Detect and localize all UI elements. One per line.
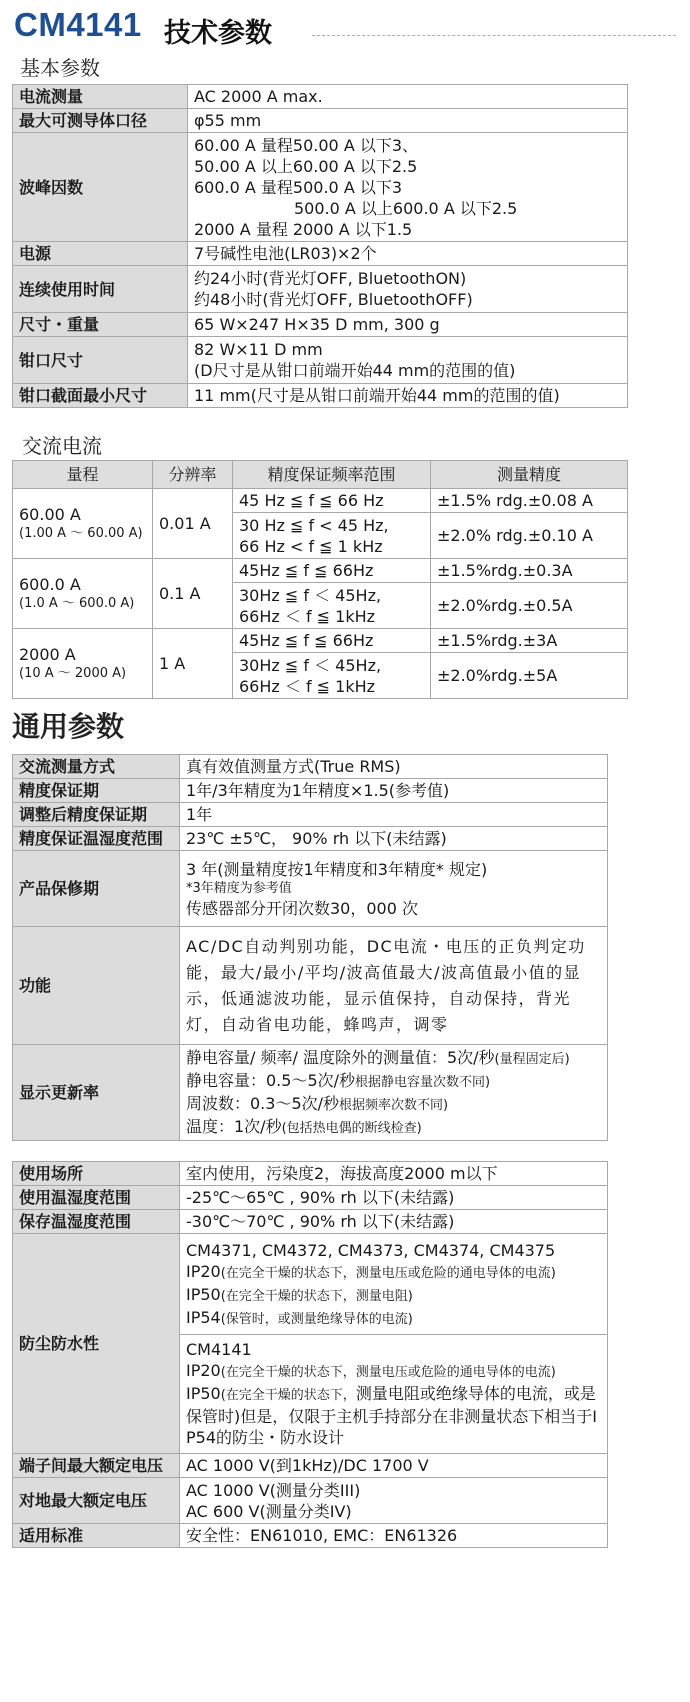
ac-frequency <box>233 513 431 559</box>
ac-range-sub: (1.00 A ～ 60.00 A) <box>19 526 143 541</box>
spec-value-line: 82 W×11 D mm <box>194 340 323 359</box>
refresh-main: 静电容量/ 频率/ 温度除外的测量值：5次/秒 <box>186 1047 495 1067</box>
gap-cell <box>13 1141 608 1162</box>
ac-resolution: 0.01 A <box>153 489 233 559</box>
spec-row <box>13 1524 608 1548</box>
spec-value-line: -25℃～65℃ , 90% rh 以下(未结露) <box>186 1188 455 1207</box>
ac-row <box>13 629 628 653</box>
spec-value-line: 约48小时(背光灯OFF, BluetoothOFF) <box>194 290 473 309</box>
ip-divider <box>180 1334 607 1335</box>
table-gap <box>13 1141 608 1162</box>
spec-label: 使用场所 <box>13 1162 180 1186</box>
ac-header-range: 量程 <box>13 461 153 489</box>
ac-frequency-line: 30Hz ≦ f ＜ 45Hz, <box>239 655 382 675</box>
ip-code: IP20 <box>186 1261 221 1281</box>
spec-value <box>188 266 628 313</box>
spec-value-line: 1年/3年精度为1年精度×1.5(参考值) <box>186 781 450 800</box>
spec-value-line: 室内使用，污染度2，海拔高度2000 m以下 <box>186 1164 498 1183</box>
spec-row <box>13 133 628 242</box>
ac-range-value: 600.0 A <box>19 575 81 594</box>
ac-frequency-line: 45Hz ≦ f ≦ 66Hz <box>239 561 374 580</box>
spec-value <box>188 384 628 408</box>
spec-value <box>188 242 628 266</box>
ac-range-value: 60.00 A <box>19 505 81 524</box>
ip-desc: (在完全干燥的状态下，测量电阻) <box>220 1288 413 1304</box>
ip-line <box>186 1284 601 1307</box>
spec-value-line: 真有效值测量方式(True RMS) <box>186 757 401 776</box>
refresh-line <box>186 1116 601 1139</box>
spec-label: 对地最大额定电压 <box>13 1478 180 1524</box>
basic-table <box>12 84 628 408</box>
spec-value <box>180 1478 608 1524</box>
spec-label: 钳口截面最小尺寸 <box>13 384 188 408</box>
spec-value-line: 2000 A 量程 2000 A 以下1.5 <box>194 219 413 239</box>
refresh-small: (包括热电偶的断线检查) <box>281 1120 422 1136</box>
ip-code: IP50 <box>186 1284 221 1304</box>
ac-row <box>13 489 628 513</box>
general-table <box>12 754 608 1548</box>
title-row <box>14 4 676 48</box>
spec-label: 电源 <box>13 242 188 266</box>
ip-desc: (在完全干燥的状态下，测量电压或危险的通电导体的电流) <box>220 1265 556 1281</box>
spec-value-line: (D尺寸是从钳口前端开始44 mm的范围的值) <box>194 361 516 380</box>
spec-value <box>180 803 608 827</box>
refresh-main: 静电容量：0.5～5次/秒 <box>186 1070 356 1090</box>
spec-row <box>13 827 608 851</box>
ac-row <box>13 559 628 583</box>
ac-frequency-line: 66 Hz < f ≦ 1 kHz <box>239 536 383 556</box>
ip-desc: (在完全干燥的状态下，测量电压或危险的通电导体的电流) <box>220 1364 556 1380</box>
ip-line <box>186 1383 601 1448</box>
spec-value-line: AC 1000 V(到1kHz)/DC 1700 V <box>186 1456 429 1475</box>
spec-value <box>180 1524 608 1548</box>
warranty-note: *3年精度为参考值 <box>186 880 292 896</box>
spec-label: 调整后精度保证期 <box>13 803 180 827</box>
spec-label: 功能 <box>13 927 180 1045</box>
ac-frequency <box>233 653 431 699</box>
ip-code: IP54 <box>186 1307 221 1327</box>
spec-value <box>180 827 608 851</box>
spec-label: 精度保证温湿度范围 <box>13 827 180 851</box>
spec-label: 钳口尺寸 <box>13 337 188 384</box>
spec-value-line: 500.0 A 以上600.0 A 以下2.5 <box>294 198 518 218</box>
ip-line <box>186 1307 601 1330</box>
ac-heading: 交流电流 <box>22 434 102 458</box>
spec-row <box>13 1045 608 1141</box>
spec-value-line: AC 1000 V(测量分类III) <box>186 1480 361 1500</box>
refresh-line <box>186 1093 601 1116</box>
spec-value <box>180 1162 608 1186</box>
spec-row <box>13 85 628 109</box>
spec-label: 端子间最大额定电压 <box>13 1454 180 1478</box>
spec-value-line: 11 mm(尺寸是从钳口前端开始44 mm的范围的值) <box>194 386 560 405</box>
spec-value-line: 60.00 A 量程50.00 A 以下3、 <box>194 135 419 155</box>
ac-accuracy: ±2.0%rdg.±5A <box>431 653 628 699</box>
ac-header-accuracy: 测量精度 <box>431 461 628 489</box>
ac-table <box>12 460 628 699</box>
spec-label: 电流测量 <box>13 85 188 109</box>
spec-value <box>180 851 608 927</box>
spec-label: 交流测量方式 <box>13 755 180 779</box>
ac-range-value: 2000 A <box>19 645 76 664</box>
basic-heading: 基本参数 <box>20 56 100 80</box>
spec-label: 精度保证期 <box>13 779 180 803</box>
spec-row <box>13 755 608 779</box>
spec-label: 波峰因数 <box>13 133 188 242</box>
ip-block-title: CM4371, CM4372, CM4373, CM4374, CM4375 <box>186 1240 556 1260</box>
ac-frequency-line: 66Hz ＜ f ≦ 1kHz <box>239 676 376 696</box>
spec-value <box>180 1210 608 1234</box>
spec-value-line: 7号碱性电池(LR03)×2个 <box>194 244 377 263</box>
ac-frequency-line: 30Hz ≦ f ＜ 45Hz, <box>239 585 382 605</box>
spec-value-line: 安全性：EN61010, EMC：EN61326 <box>186 1526 458 1545</box>
ac-accuracy: ±2.0% rdg.±0.10 A <box>431 513 628 559</box>
ip-block-title: CM4141 <box>186 1339 252 1359</box>
spec-value <box>180 755 608 779</box>
ac-range-sub: (10 A ～ 2000 A) <box>19 666 127 681</box>
refresh-main: 周波数：0.3～5次/秒 <box>186 1093 340 1113</box>
spec-value <box>188 133 628 242</box>
spec-row <box>13 803 608 827</box>
spec-row <box>13 779 608 803</box>
spec-row <box>13 384 628 408</box>
spec-value <box>180 1186 608 1210</box>
general-heading: 通用参数 <box>12 710 125 743</box>
spec-row <box>13 1234 608 1454</box>
spec-value-line: 65 W×247 H×35 D mm, 300 g <box>194 315 440 334</box>
ip-desc: (在完全干燥的状态下， <box>220 1387 356 1403</box>
ac-accuracy: ±1.5% rdg.±0.08 A <box>431 489 628 513</box>
ac-frequency-line: 30 Hz ≦ f < 45 Hz, <box>239 515 389 535</box>
spec-label: 最大可测导体口径 <box>13 109 188 133</box>
spec-value <box>188 337 628 384</box>
ac-frequency <box>233 583 431 629</box>
ac-frequency <box>233 489 431 513</box>
spec-label: 显示更新率 <box>13 1045 180 1141</box>
ac-header-resolution: 分辨率 <box>153 461 233 489</box>
spec-value <box>188 85 628 109</box>
ip-desc: (保管时，或测量绝缘导体的电流) <box>220 1311 413 1327</box>
refresh-small: (量程固定后) <box>494 1051 570 1067</box>
ac-range <box>13 559 153 629</box>
refresh-line <box>186 1070 601 1093</box>
ip-desc-rest: 测量电阻或绝缘导体的电流，或是保管时)但是，仅限于主机手持部分在非测量状态下相当于IP54的防尘・防水设计 <box>186 1383 597 1447</box>
title-divider <box>312 35 676 36</box>
spec-value-line: -30℃～70℃ , 90% rh 以下(未结露) <box>186 1212 455 1231</box>
warranty-line: 3 年(测量精度按1年精度和3年精度* 规定) <box>186 859 488 879</box>
spec-value-line: 约24小时(背光灯OFF, BluetoothON) <box>194 269 467 288</box>
spec-value-line: φ55 mm <box>194 111 262 130</box>
ac-accuracy: ±1.5%rdg.±0.3A <box>431 559 628 583</box>
spec-value <box>180 1454 608 1478</box>
spec-value-line: 1年 <box>186 805 213 824</box>
ac-frequency-line: 45Hz ≦ f ≦ 66Hz <box>239 631 374 650</box>
spec-row <box>13 266 628 313</box>
ip-line <box>186 1360 601 1383</box>
ip-code: IP20 <box>186 1360 221 1380</box>
spec-row <box>13 927 608 1045</box>
spec-value <box>188 313 628 337</box>
ac-resolution: 0.1 A <box>153 559 233 629</box>
spec-value-line: AC 600 V(测量分类IV) <box>186 1501 352 1521</box>
spec-row <box>13 851 608 927</box>
warranty-line: 传感器部分开闭次数30，000 次 <box>186 898 418 918</box>
spec-row <box>13 1186 608 1210</box>
ac-range <box>13 489 153 559</box>
spec-label: 使用温湿度范围 <box>13 1186 180 1210</box>
spec-label: 适用标准 <box>13 1524 180 1548</box>
spec-label: 连续使用时间 <box>13 266 188 313</box>
ac-frequency <box>233 559 431 583</box>
spec-row <box>13 1162 608 1186</box>
spec-value <box>180 779 608 803</box>
spec-value <box>180 1234 608 1454</box>
ip-code: IP50 <box>186 1383 221 1403</box>
spec-value-line: 50.00 A 以上60.00 A 以下2.5 <box>194 156 418 176</box>
spec-row <box>13 1478 608 1524</box>
ac-header-frequency: 精度保证频率范围 <box>233 461 431 489</box>
ac-resolution: 1 A <box>153 629 233 699</box>
refresh-main: 温度：1次/秒 <box>186 1116 282 1136</box>
spec-row <box>13 1210 608 1234</box>
ac-accuracy: ±1.5%rdg.±3A <box>431 629 628 653</box>
refresh-small: 根据频率次数不同) <box>339 1097 449 1113</box>
ac-frequency-line: 66Hz ＜ f ≦ 1kHz <box>239 606 376 626</box>
spec-label: 尺寸・重量 <box>13 313 188 337</box>
ac-accuracy: ±2.0%rdg.±0.5A <box>431 583 628 629</box>
model-name: CM4141 <box>14 6 142 43</box>
spec-value: AC/DC自动判别功能，DC电流・电压的正负判定功能，最大/最小/平均/波高值最大/波高值最小值的显示，低通滤波功能，显示值保持，自动保持，背光灯，自动省电功能，蜂鸣声，调零 <box>180 927 608 1045</box>
spec-row <box>13 1454 608 1478</box>
spec-row <box>13 337 628 384</box>
ac-frequency-line: 45 Hz ≦ f ≦ 66 Hz <box>239 491 384 510</box>
ac-frequency <box>233 629 431 653</box>
ac-range <box>13 629 153 699</box>
spec-value <box>188 109 628 133</box>
spec-value-line: 23℃ ±5℃， 90% rh 以下(未结露) <box>186 829 447 848</box>
spec-row <box>13 109 628 133</box>
spec-label: 保存温湿度范围 <box>13 1210 180 1234</box>
spec-row <box>13 242 628 266</box>
ac-range-sub: (1.0 A ～ 600.0 A) <box>19 596 135 611</box>
refresh-line <box>186 1047 601 1070</box>
spec-value-line: 600.0 A 量程500.0 A 以下3 <box>194 177 403 197</box>
spec-label: 产品保修期 <box>13 851 180 927</box>
refresh-small: 根据静电容量次数不同) <box>355 1074 491 1090</box>
spec-value-line: AC 2000 A max. <box>194 87 323 106</box>
spec-value <box>180 1045 608 1141</box>
spec-row <box>13 313 628 337</box>
page-title: 技术参数 <box>164 18 272 49</box>
ip-line <box>186 1261 601 1284</box>
spec-label: 防尘防水性 <box>13 1234 180 1454</box>
